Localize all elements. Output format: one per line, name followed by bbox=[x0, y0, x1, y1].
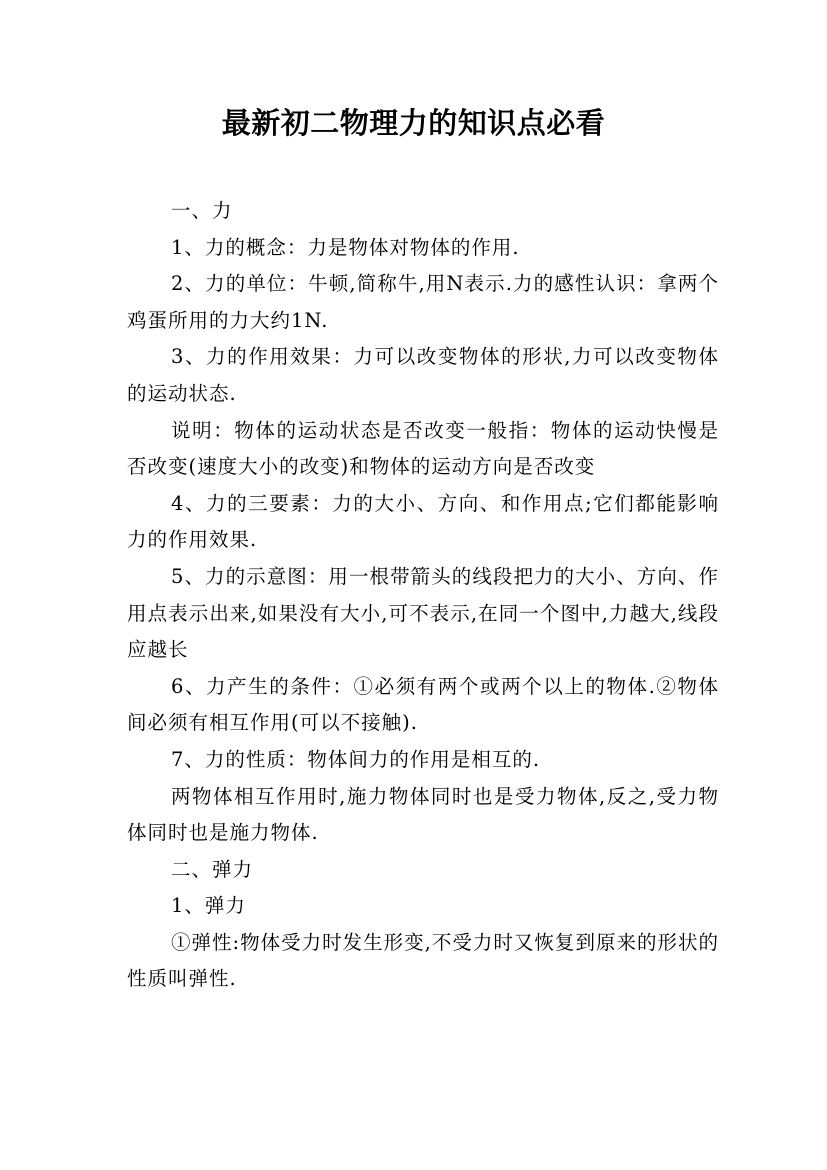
paragraph-force-concept: 1、力的概念：力是物体对物体的作用. bbox=[171, 235, 520, 259]
document-body bbox=[127, 193, 719, 998]
subsection-heading-elastic-force: 1、弹力 bbox=[171, 894, 246, 918]
paragraph-mutual-interaction: 两物体相互作用时,施力物体同时也是受力物体,反之,受力物体同时也是施力物体. bbox=[127, 784, 719, 845]
paragraph-force-diagram: 5、力的示意图：用一根带箭头的线段把力的大小、方向、作用点表示出来,如果没有大小,可不表示,在同一个图中,力越大,线段应越长 bbox=[127, 564, 719, 662]
section-heading-force: 一、力 bbox=[171, 199, 233, 222]
paragraph-motion-state-note: 说明：物体的运动状态是否改变一般指：物体的运动快慢是否改变(速度大小的改变)和物体的运动方向是否改变 bbox=[127, 418, 719, 479]
paragraph-force-property: 7、力的性质：物体间力的作用是相互的. bbox=[171, 747, 541, 771]
paragraph-three-elements: 4、力的三要素：力的大小、方向、和作用点;它们都能影响力的作用效果. bbox=[127, 491, 719, 552]
section-heading-elastic-force: 二、弹力 bbox=[171, 857, 254, 881]
document-title: 最新初二物理力的知识点必看 bbox=[221, 106, 606, 140]
paragraph-force-conditions: 6、力产生的条件：①必须有两个或两个以上的物体.②物体间必须有相互作用(可以不接触). bbox=[127, 674, 719, 735]
paragraph-force-effect: 3、力的作用效果：力可以改变物体的形状,力可以改变物体的运动状态. bbox=[127, 345, 719, 405]
paragraph-elasticity-definition: ①弹性:物体受力时发生形变,不受力时又恢复到原来的形状的性质叫弹性. bbox=[127, 930, 719, 991]
paragraph-force-unit: 2、力的单位：牛顿,简称牛,用N表示.力的感性认识：拿两个鸡蛋所用的力大约1N. bbox=[127, 272, 719, 332]
